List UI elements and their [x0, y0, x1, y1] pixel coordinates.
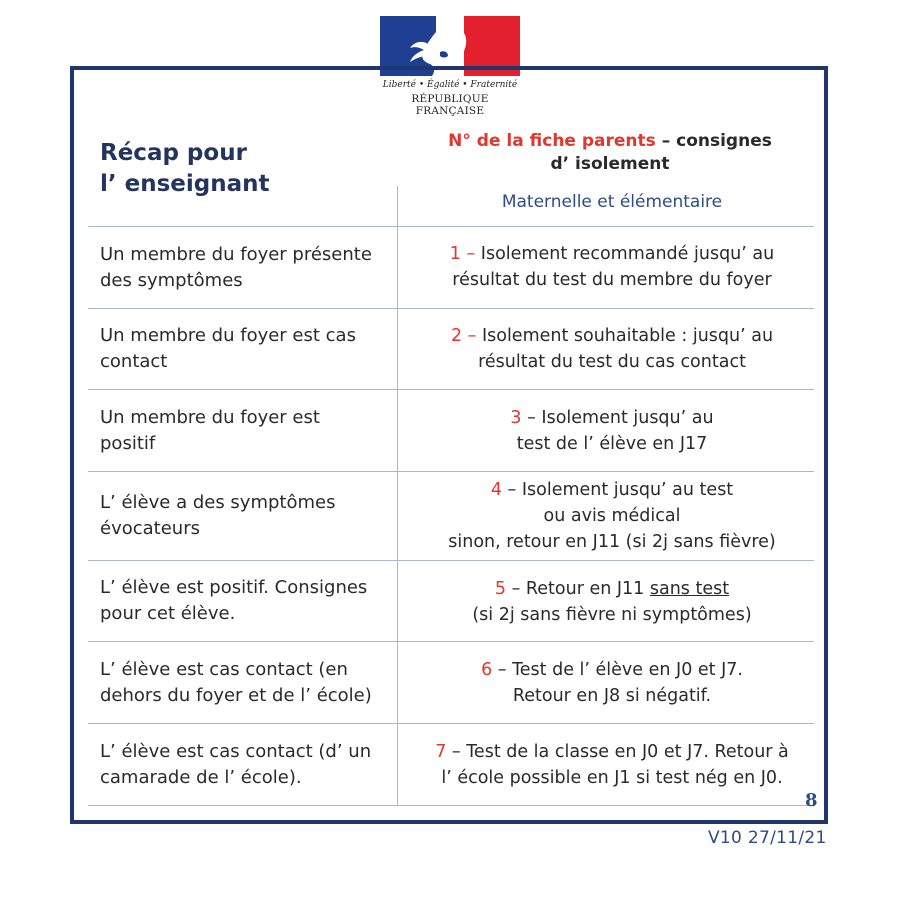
text-line: des symptômes	[100, 270, 243, 291]
text-line: ou avis médical	[543, 506, 681, 526]
table-row-4-instruction	[412, 477, 812, 555]
row-divider	[88, 560, 814, 561]
fiche-number: 4	[490, 480, 502, 500]
text-line: dehors du foyer et de l’ école)	[100, 685, 372, 706]
fiche-number: 6	[481, 660, 493, 680]
table-row-1-instruction	[412, 241, 812, 293]
row-divider	[88, 308, 814, 309]
row-divider	[88, 805, 814, 806]
row-divider	[88, 641, 814, 642]
text-line: résultat du test du membre du foyer	[452, 270, 772, 290]
page-number: 8	[805, 790, 818, 811]
text-line: test de l’ élève en J17	[516, 434, 708, 454]
text-line: – Isolement jusqu’ au test	[501, 480, 734, 500]
text-line: (si 2j sans fièvre ni symptômes)	[472, 605, 752, 625]
text-line: Isolement souhaitable : jusqu’ au	[476, 326, 774, 346]
text-line: Retour en J8 si négatif.	[512, 686, 712, 706]
text-line: – Test de la classe en J0 et J7. Retour à	[446, 742, 789, 762]
logo-name: RÉPUBLIQUE FRANÇAISE	[411, 93, 489, 117]
row-divider	[88, 226, 814, 227]
text-line: camarade de l’ école).	[100, 767, 302, 788]
text-line: L’ élève est positif. Consignes	[100, 577, 368, 598]
title-line-2: l’ enseignant	[100, 171, 270, 197]
table-row-6-instruction	[412, 657, 812, 709]
row-divider	[88, 471, 814, 472]
table-row-6-situation	[100, 657, 390, 709]
header-rest-text: – consignes	[655, 131, 772, 151]
title-line-1: Récap pour	[100, 140, 247, 166]
text-line: – Test de l’ élève en J0 et J7.	[492, 660, 743, 680]
text-line: évocateurs	[100, 518, 200, 539]
table-row-5-situation	[100, 575, 390, 627]
row-divider	[88, 723, 814, 724]
text-line: L’ élève a des symptômes	[100, 492, 336, 513]
text-line: résultat du test du cas contact	[478, 352, 746, 372]
text-line: L’ élève est cas contact (d’ un	[100, 741, 372, 762]
text-segment: – Retour en J11	[506, 579, 650, 599]
header-line-2: d’ isolement	[550, 154, 670, 174]
logo-motto: Liberté • Égalité • Fraternité	[382, 80, 518, 90]
fiche-number: 3	[510, 408, 522, 428]
text-line: Un membre du foyer est cas	[100, 325, 356, 346]
text-line: pour cet élève.	[100, 603, 236, 624]
text-line: – Isolement jusqu’ au	[521, 408, 714, 428]
table-row-2-instruction	[412, 323, 812, 375]
text-line: l’ école possible en J1 si test nég en J0.	[441, 768, 783, 788]
column-header-right	[420, 130, 800, 176]
underlined-text: sans test	[649, 579, 730, 599]
text-line: Un membre du foyer est	[100, 407, 320, 428]
text-line: sinon, retour en J11 (si 2j sans fièvre)	[448, 532, 776, 552]
column-subheader: Maternelle et élémentaire	[501, 192, 723, 212]
fiche-number: 2 –	[450, 326, 477, 346]
text-line: positif	[100, 433, 156, 454]
row-divider	[88, 389, 814, 390]
table-row-7-instruction	[412, 739, 812, 791]
text-line: contact	[100, 351, 168, 372]
fiche-number: 7	[435, 742, 447, 762]
text-line: Un membre du foyer présente	[100, 244, 372, 265]
table-row-7-situation	[100, 739, 390, 791]
column-divider	[397, 186, 398, 806]
text-line: L’ élève est cas contact (en	[100, 659, 348, 680]
fiche-number: 5	[494, 579, 507, 599]
header-red-text: N° de la fiche parents	[448, 131, 656, 151]
table-row-3-situation	[100, 405, 390, 457]
table-row-3-instruction	[412, 405, 812, 457]
version-date: V10 27/11/21	[708, 828, 827, 848]
page-title	[100, 138, 270, 200]
table-row-4-situation	[100, 490, 390, 542]
table-row-5-instruction	[412, 576, 812, 628]
text-line: Isolement recommandé jusqu’ au	[475, 244, 775, 264]
table-row-1-situation	[100, 242, 390, 294]
table-row-2-situation	[100, 323, 390, 375]
fiche-number: 1 –	[449, 244, 476, 264]
